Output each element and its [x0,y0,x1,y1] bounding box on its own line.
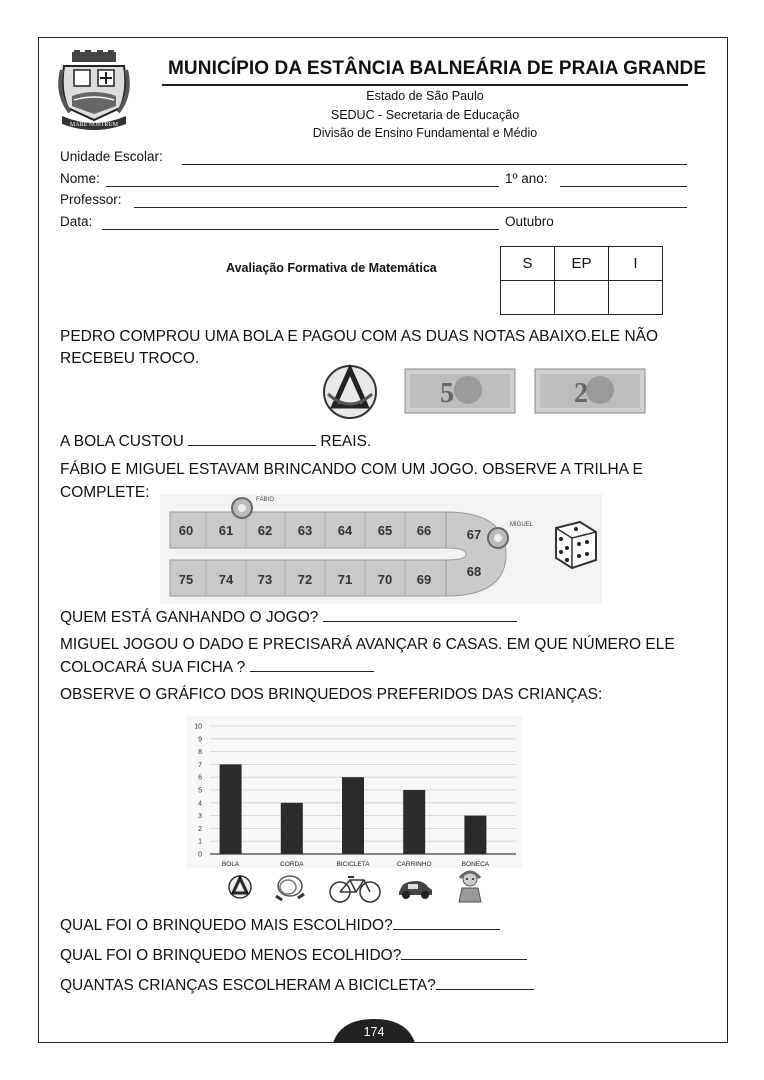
chart-x-label-bicicleta: BICICLETA [336,861,370,868]
toy-car-icon [396,878,434,900]
school-label: Unidade Escolar: [60,149,163,164]
track-cell-67: 67 [466,527,482,542]
teacher-field[interactable] [134,207,687,208]
grade-cell-ep[interactable] [555,281,609,315]
header-division: Divisão de Ensino Fundamental e Médio [312,126,538,140]
evaluation-title: Avaliação Formativa de Matemática [226,261,437,275]
chart-y-tick-label: 8 [198,749,202,757]
page-number: 174 [363,1025,385,1039]
question-most: QUAL FOI O BRINQUEDO MAIS ESCOLHIDO? [60,917,393,934]
chart-y-tick-label: 9 [198,736,202,744]
chart-y-tick-label: 4 [198,800,202,808]
chart-y-tick-label: 7 [198,761,202,769]
chart-y-tick-label: 6 [198,774,202,782]
track-cell-65: 65 [377,523,393,538]
q3-line2: COLOCARÁ SUA FICHA ? [60,659,246,676]
grade-table [500,246,663,315]
note-5-value: 5 [440,378,454,409]
ball-icon [228,874,252,900]
q1-answer-suffix: REAIS. [320,433,372,450]
header-department: SEDUC - Secretaria de Educação [330,108,520,122]
q3-line2-wrap [60,658,374,677]
soccer-ball-icon [320,364,380,420]
q1-line2: RECEBEU TROCO. [60,350,200,367]
q3-answer-field[interactable] [250,658,374,672]
track-cell-71: 71 [337,572,353,587]
bicycle-icon [328,872,382,904]
page-number-tab [333,1017,415,1043]
date-field[interactable] [102,229,499,230]
q2-answer-field[interactable] [323,608,517,622]
q1-line1: PEDRO COMPROU UMA BOLA E PAGOU COM AS DUAS NOTAS ABAIXO.ELE NÃO [60,328,659,345]
track-cell-60: 60 [178,523,194,538]
grade-cell-i[interactable] [609,281,663,315]
q2-question: QUEM ESTÁ GANHANDO O JOGO? [60,609,319,626]
question-least: QUAL FOI O BRINQUEDO MENOS ECOLHIDO? [60,947,402,964]
fabio-label: FÁBIO [256,497,275,503]
answer-most-field[interactable] [393,916,500,930]
question-least-line [60,946,527,965]
answer-least-field[interactable] [401,946,527,960]
question-most-line [60,916,500,935]
track-cell-62: 62 [257,523,273,538]
chart-y-tick-label: 2 [198,825,202,833]
track-cell-61: 61 [218,523,234,538]
page-title: MUNICÍPIO DA ESTÂNCIA BALNEÁRIA DE PRAIA GRANDE [168,58,707,79]
note-2-value: 2 [574,378,588,409]
chart-bar-corda [281,803,303,854]
jump-rope-icon [272,872,308,902]
track-cell-66: 66 [416,523,432,538]
q2-question-line [60,608,517,627]
dice-icon [556,522,596,568]
track-cell-72: 72 [297,572,313,587]
teacher-label: Professor: [60,192,122,207]
name-label: Nome: [60,171,100,186]
track-cell-64: 64 [337,523,353,538]
chart-bar-bicicleta [342,777,364,854]
name-field[interactable] [106,186,499,187]
banknote-5-icon [404,368,516,414]
track-cell-74: 74 [218,572,234,587]
chart-x-label-corda: CORDA [280,861,304,868]
q1-answer-line [60,432,371,451]
chart-x-label-carrinho: CARRINHO [396,861,432,868]
grade-code-i: I [609,247,663,281]
q2-line2: COMPLETE: [60,484,150,501]
grade-code-s: S [501,247,555,281]
chart-x-label-boneca: BONECA [461,861,490,868]
date-label: Data: [60,214,93,229]
chart-bar-boneca [464,816,486,854]
track-cell-70: 70 [377,572,393,587]
q4-line: OBSERVE O GRÁFICO DOS BRINQUEDOS PREFERIDOS DAS CRIANÇAS: [60,686,603,703]
track-cell-73: 73 [257,572,273,587]
answer-bike-field[interactable] [436,976,534,990]
q3-line1: MIGUEL JOGOU O DADO E PRECISARÁ AVANÇAR 6 CASAS. EM QUE NÚMERO ELE [60,636,675,653]
chart-x-label-bola: BOLA [221,861,240,868]
chart-y-tick-label: 1 [198,838,202,846]
month-text: Outubro [505,214,554,229]
track-cell-69: 69 [416,572,432,587]
track-cell-63: 63 [297,523,313,538]
miguel-label: MIGUEL [510,522,534,528]
chart-bar-bola [220,764,242,854]
q2-line1: FÁBIO E MIGUEL ESTAVAM BRINCANDO COM UM JOGO. OBSERVE A TRILHA E [60,461,643,478]
chart-y-tick-label: 3 [198,813,202,821]
chart-bar-carrinho [403,790,425,854]
grade-label: 1º ano: [505,171,548,186]
title-rule [162,84,688,86]
chart-y-tick-label: 5 [198,787,202,795]
banknote-2-icon [534,368,646,414]
grade-code-ep: EP [555,247,609,281]
q1-answer-field[interactable] [188,432,316,446]
q1-answer-prefix: A BOLA CUSTOU [60,433,184,450]
toy-preference-chart [186,716,522,868]
track-cell-68: 68 [466,564,482,579]
crest-banner-text: MARE NOSTRUM [69,122,119,128]
school-field[interactable] [182,164,687,165]
doll-icon [456,870,484,904]
question-bike: QUANTAS CRIANÇAS ESCOLHERAM A BICICLETA? [60,977,436,994]
board-game-track [160,494,602,604]
header-state: Estado de São Paulo [366,89,484,103]
question-bike-line [60,976,534,995]
chart-y-tick-label: 0 [198,851,202,859]
track-cell-75: 75 [178,572,194,587]
grade-cell-s[interactable] [501,281,555,315]
grade-field[interactable] [560,186,687,187]
chart-y-tick-label: 10 [194,723,202,731]
city-crest-icon [58,50,130,132]
